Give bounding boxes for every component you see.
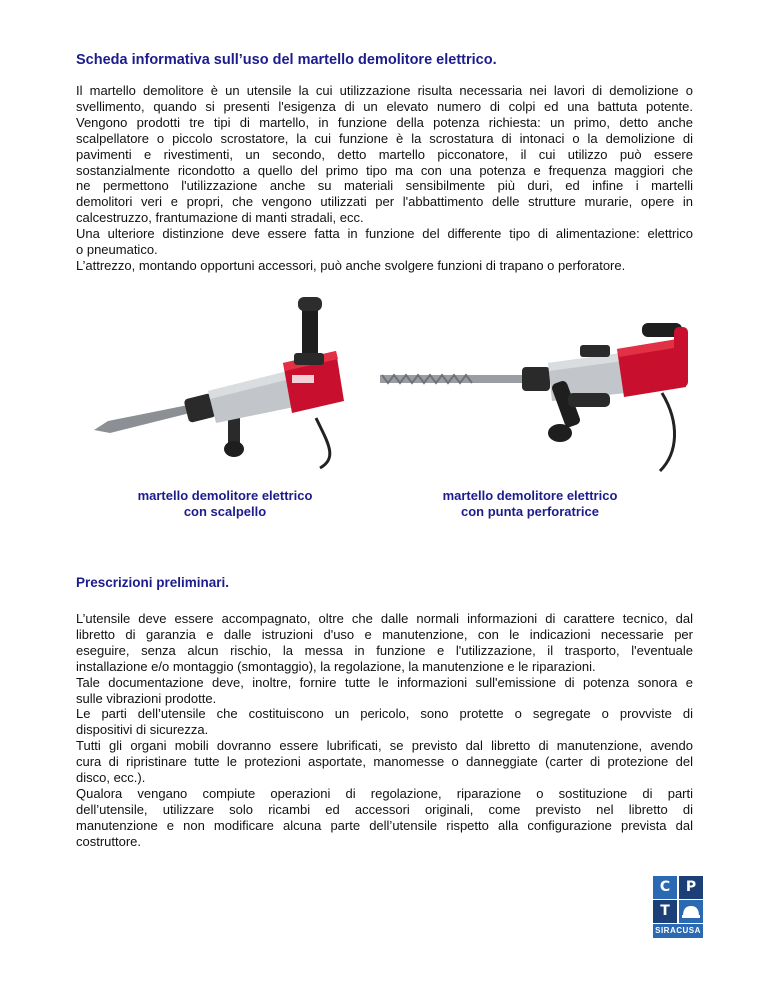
caption-chisel	[95, 488, 355, 520]
text-line: manutenzione e non modificare alcuna parte dell’utensile rispetto alla configurazione prevista dal	[76, 817, 693, 833]
text-line: Le parti dell’utensile che costituiscono un pericolo, sono protette o segregate o provviste di	[76, 706, 693, 722]
text-line: ne permettono l'utilizzazione anche su materiali sensibilmente più duri, ed infine i martelli	[76, 178, 693, 194]
text-line: svellimento, quando si presenti l'esigenza di un elevato numero di colpi ed una battuta potente.	[76, 98, 693, 114]
text-line: o pneumatico.	[76, 242, 158, 258]
section-heading: Prescrizioni preliminari.	[76, 575, 230, 590]
caption-drill	[400, 488, 660, 520]
text-line: calcestruzzo, frantumazione di manti stradali, ecc.	[76, 210, 364, 226]
text-line: dispositivi di sicurezza.	[76, 722, 209, 738]
text-line: L’attrezzo, montando opportuni accessori, può anche svolgere funzioni di trapano o perforatore.	[76, 257, 626, 273]
logo-letter-t: T	[653, 900, 677, 923]
text-line: scalpellatore o piccolo scrostatore, la cui funzione è la scrostatura di intonaci o la demolizione di	[76, 130, 693, 146]
intro-paragraph	[76, 83, 693, 274]
text-line: costruttore.	[76, 833, 142, 849]
demolition-hammer-drill-image	[362, 283, 702, 478]
text-line: Il martello demolitore è un utensile la cui utilizzazione risulta necessaria nei lavori di demolizione o	[76, 83, 693, 98]
text-line: demolitori veri e propri, che vengono utilizzati per l'abbattimento delle strutture murarie, opere in	[76, 194, 693, 210]
text-line: disco, ecc.).	[76, 770, 146, 786]
caption-drill-line1: martello demolitore elettrico	[442, 488, 618, 503]
cpt-siracusa-logo	[653, 876, 703, 943]
logo-letter-p: P	[679, 876, 703, 899]
text-line: Tale documentazione deve, inoltre, fornire tutte le informazioni sull'emissione di potenza sonora e	[76, 674, 693, 690]
text-line: eseguire, senza alcun rischio, la messa in funzione e l'utilizzazione, il trasporto, l'eventuale	[76, 642, 693, 658]
text-line: L’utensile deve essere accompagnato, oltre che dalle normali informazioni di carattere tecnico, dal	[76, 611, 693, 626]
text-line: sostanzialmente ricondotto a quello del primo tipo ma con una potenza e frequenza maggiori che	[76, 162, 693, 178]
logo-letter-c: C	[653, 876, 677, 899]
text-line: cura di ripristinare tutte le protezioni asportate, manomesse o danneggiate (carter di protezione del	[76, 754, 693, 770]
text-line: Qualora vengano compiute operazioni di regolazione, riparazione o sostituzione di parti	[76, 785, 693, 801]
text-line: Una ulteriore distinzione deve essere fatta in funzione del differente tipo di alimentazione: elettrico	[76, 226, 693, 242]
text-line: libretto di garanzia e dalle istruzioni d'uso e manutenzione, con le indicazioni necessarie per	[76, 626, 693, 642]
demolition-hammer-chisel-image	[88, 283, 368, 478]
caption-chisel-line1: martello demolitore elettrico	[137, 488, 313, 503]
text-line: pavimenti e rivestimenti, un secondo, detto martello picconatore, il cui utilizzo può essere	[76, 146, 693, 162]
text-line: installazione e/o montaggio (smontaggio), la regolazione, la manutenzione e le riparazioni.	[76, 658, 596, 674]
caption-drill-line2: con punta perforatrice	[461, 504, 599, 519]
text-line: dell’utensile, utilizzare solo ricambi ed accessori originali, come previsto nel libretto di	[76, 801, 693, 817]
prescriptions-paragraph	[76, 611, 693, 850]
logo-helmet-icon	[679, 900, 703, 923]
caption-chisel-line2: con scalpello	[183, 504, 267, 519]
text-line: sulle vibrazioni prodotte.	[76, 690, 217, 706]
document-title: Scheda informativa sull’uso del martello demolitore elettrico.	[76, 52, 497, 68]
text-line: Tutti gli organi mobili dovranno essere lubrificati, se previsto dal libretto di manutenzione, avendo	[76, 738, 693, 754]
text-line: Vengono prodotti tre tipi di martello, in funzione della potenza richiesta: un primo, detto anche	[76, 114, 693, 130]
logo-band: SIRACUSA	[653, 924, 703, 938]
